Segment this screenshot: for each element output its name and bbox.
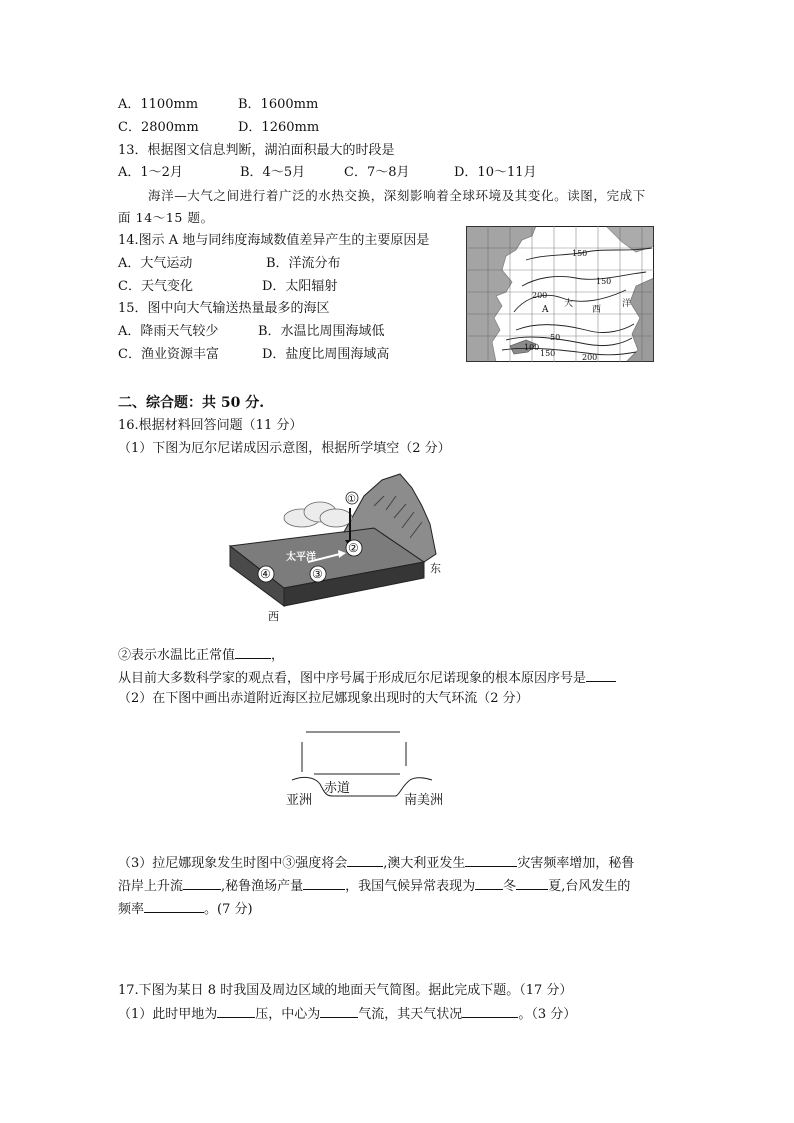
isoline-label: 100	[524, 343, 540, 352]
ocean-label-char: 洋	[622, 299, 632, 309]
q14-option-d: D．太阳辐射	[262, 279, 338, 294]
east-label: 东	[430, 562, 441, 575]
isoline-label: 150	[572, 249, 588, 258]
q15-stem: 15．图中向大气输送热量最多的海区	[118, 301, 330, 316]
marker-2-label: ②	[348, 541, 359, 555]
q17-text: （1）此时甲地为	[118, 1007, 218, 1022]
q16-part3-text: ,澳大利亚发生	[383, 856, 466, 871]
q15-option-c: C．渔业资源丰富	[118, 347, 219, 362]
intro-line-1: 海洋—大气之间进行着广泛的水热交换，深刻影响着全球环境及其变化。读图，完成下	[148, 188, 646, 203]
q13-option-c: C．7～8月	[344, 165, 410, 180]
q16-part3-text: （3）拉尼娜现象发生时图中③强度将会	[118, 856, 348, 871]
q12-option-c: C．2800mm	[118, 120, 199, 135]
isoline-label: 50	[550, 333, 561, 342]
q15-option-b: B．水温比周围海域低	[258, 324, 385, 339]
q16-line-a-text: ②表示水温比正常值	[118, 648, 236, 663]
q14-stem: 14.图示 A 地与同纬度海域数值差异产生的主要原因是	[118, 233, 430, 248]
answer-blank[interactable]	[475, 876, 503, 890]
asia-label: 亚洲	[286, 793, 313, 808]
circulation-sketch	[280, 724, 450, 816]
ocean-label-char: 大	[564, 299, 574, 309]
q16-line-a	[118, 645, 284, 665]
q13-stem: 13．根据图文信息判断，湖泊面积最大的时段是	[118, 143, 395, 158]
q12-option-d: D．1260mm	[238, 120, 320, 135]
q17-text: 气流，其天气状况	[358, 1007, 463, 1022]
q16-part3-text: 频率	[118, 902, 145, 917]
q16-part3-text: ，我国气候异常表现为	[345, 879, 476, 894]
answer-blank[interactable]	[586, 668, 616, 682]
isoline-label: 200	[532, 291, 548, 300]
marker-1-label: ①	[347, 494, 356, 505]
equator-label: 赤道	[324, 781, 351, 796]
q13-option-b: B．4～5月	[240, 165, 306, 180]
isoline-label: 200	[582, 353, 598, 362]
west-label: 西	[268, 610, 279, 623]
pacific-label: 太平洋	[286, 552, 316, 563]
answer-blank[interactable]	[183, 876, 221, 890]
q17-title: 17.下图为某日 8 时我国及周边区域的地面天气简图。据此完成下题。（17 分）	[118, 983, 573, 998]
q15-option-d: D．盐度比周围海域高	[262, 347, 390, 362]
ocean-label-char: 西	[592, 305, 602, 315]
answer-blank[interactable]	[347, 853, 383, 867]
section-heading: 二、综合题：共 50 分.	[118, 395, 265, 411]
isoline-label: 150	[596, 277, 612, 286]
q16-part3-line-2	[118, 876, 630, 896]
q17-part1	[118, 1004, 576, 1024]
q16-part3-text: 夏,台风发生的	[548, 879, 631, 894]
q13-option-d: D．10～11月	[454, 165, 537, 180]
q12-option-a: A．1100mm	[118, 97, 199, 112]
answer-blank[interactable]	[303, 876, 345, 890]
cloud	[284, 502, 352, 527]
answer-blank[interactable]	[465, 853, 517, 867]
answer-blank[interactable]	[320, 1004, 358, 1018]
q16-part1-prompt: （1）下图为厄尔尼诺成因示意图，根据所学填空（2 分）	[118, 441, 451, 456]
q13-option-a: A．1～2月	[118, 165, 183, 180]
q16-part3-text: ,秘鲁渔场产量	[221, 879, 304, 894]
q14-option-b: B．洋流分布	[266, 256, 341, 271]
q14-option-c: C．天气变化	[118, 279, 193, 294]
el-nino-diagram	[224, 466, 444, 626]
isoline-label: 150	[540, 349, 556, 358]
q17-text: 。（3 分）	[518, 1007, 577, 1022]
q15-option-a: A．降雨天气较少	[118, 324, 219, 339]
q16-line-a-end: ，	[271, 648, 285, 663]
q16-part3-text: 灾害频率增加，秘鲁	[517, 856, 635, 871]
q16-line-b	[118, 668, 616, 688]
q16-title: 16.根据材料回答问题（11 分）	[118, 418, 303, 433]
answer-blank[interactable]	[462, 1004, 518, 1018]
answer-blank[interactable]	[235, 645, 271, 659]
point-a-label: A	[542, 305, 549, 315]
q16-part3-text: 冬	[503, 879, 517, 894]
q16-part3-line-3	[118, 899, 253, 919]
marker-3-label: ③	[312, 567, 323, 581]
q17-text: 压，中心为	[255, 1007, 321, 1022]
south-america-label: 南美洲	[404, 793, 444, 808]
q16-part3-line-1	[118, 853, 634, 873]
q16-part2-prompt: （2）在下图中画出赤道附近海区拉尼娜现象出现时的大气环流（2 分）	[118, 691, 529, 706]
q16-part3-text: 沿岸上升流	[118, 879, 184, 894]
q16-line-b-text: 从目前大多数科学家的观点看，图中序号属于形成厄尔尼诺现象的根本原因序号是	[118, 671, 587, 686]
intro-line-2: 面 14～15 题。	[118, 210, 214, 225]
answer-blank[interactable]	[217, 1004, 255, 1018]
marker-4-label: ④	[260, 567, 271, 581]
q14-option-a: A．大气运动	[118, 256, 193, 271]
answer-blank[interactable]	[144, 899, 204, 913]
answer-blank[interactable]	[516, 876, 548, 890]
q16-part3-text: 。(7 分)	[204, 902, 253, 917]
atlantic-isoline-map	[466, 226, 654, 362]
q12-option-b: B．1600mm	[238, 97, 319, 112]
